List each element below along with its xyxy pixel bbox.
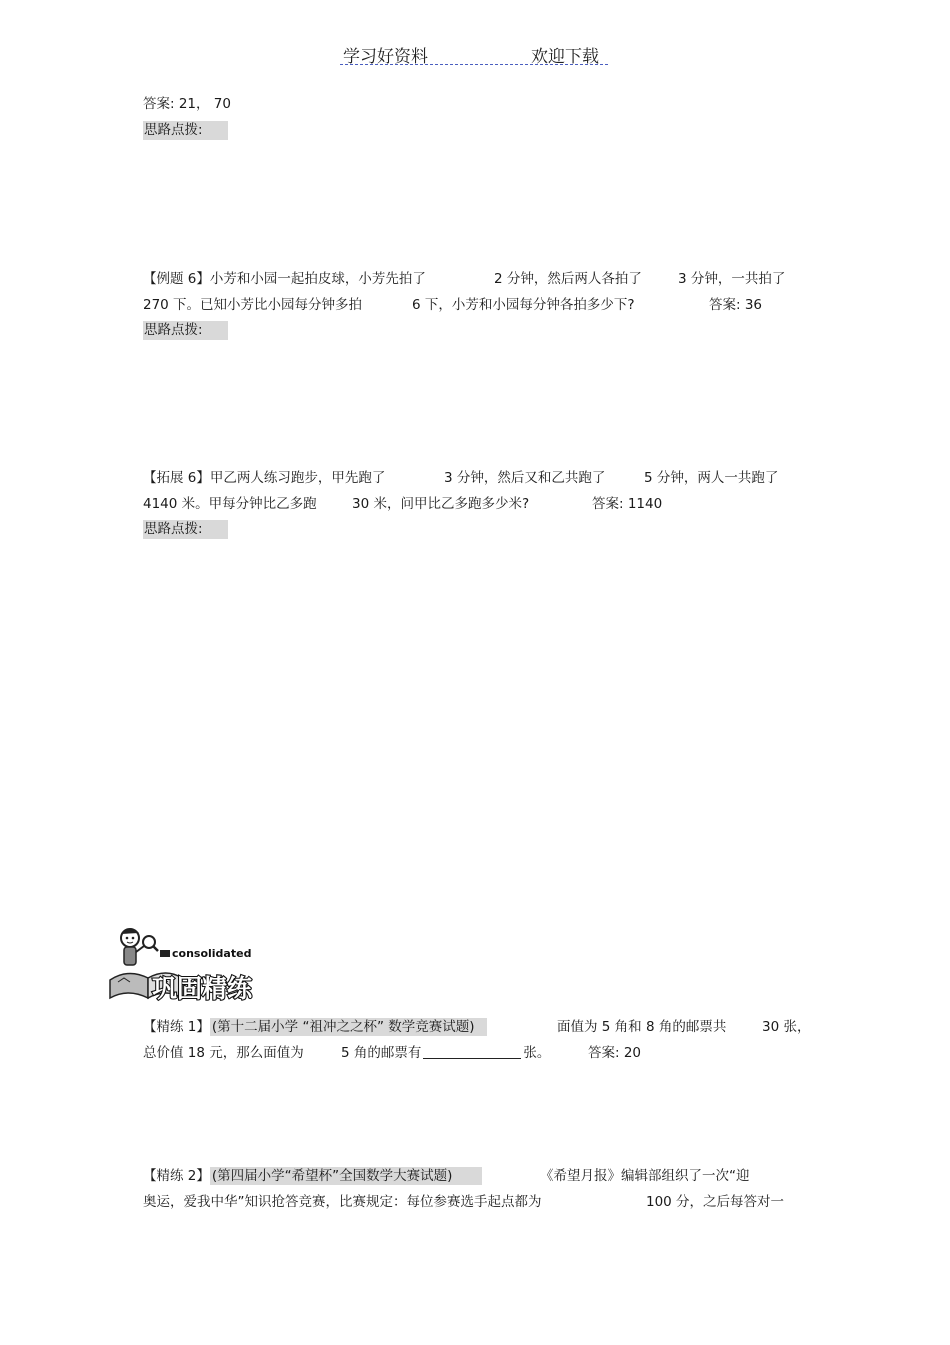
extension-6-text: 30 米，问甲比乙多跑多少米? [352, 496, 530, 512]
practice-2-prefix: 【精练 2】 [143, 1168, 210, 1184]
example-6-text: 6 下，小芳和小园每分钟各拍多少下? [412, 297, 635, 313]
header-right: 欢迎下载 [531, 47, 599, 67]
tip-label: 思路点拨: [143, 321, 228, 340]
practice-1-text: 张。 [523, 1045, 551, 1061]
example-6-text: 270 下。已知小芳比小园每分钟多拍 [143, 297, 363, 313]
practice-1-line-1 [143, 1018, 487, 1036]
practice-2-text: 100 分，之后每答对一 [646, 1194, 785, 1210]
extension-6-text: 3 分钟，然后又和乙共跑了 [444, 470, 606, 486]
logo-title: 巩固精练 [152, 974, 253, 1002]
child-figure-icon [121, 929, 158, 965]
example-6-text: 2 分钟，然后两人各拍了 [494, 271, 642, 287]
practice-1-answer: 答案: 20 [588, 1045, 642, 1061]
practice-1-source: (第十二届小学 “祖冲之之杯” 数学竞赛试题) [210, 1018, 487, 1036]
practice-2-line-1 [143, 1167, 482, 1185]
answer-prev: 答案: 21， 70 [143, 96, 231, 112]
practice-2-source: (第四届小学“希望杯”全国数学大赛试题) [210, 1167, 483, 1185]
tip-label: 思路点拨: [143, 121, 228, 140]
consolidated-logo [108, 920, 278, 1002]
practice-1-text: 5 角的邮票有 [341, 1045, 422, 1061]
practice-1-text: 总价值 18 元，那么面值为 [143, 1045, 304, 1061]
logo-caption: consolidated [172, 947, 252, 960]
answer-blank [423, 1044, 521, 1059]
example-6-answer: 答案: 36 [709, 297, 763, 313]
extension-6-text: 4140 米。甲每分钟比乙多跑 [143, 496, 317, 512]
practice-1-text: 30 张， [762, 1019, 811, 1035]
extension-6-answer: 答案: 1140 [592, 496, 663, 512]
extension-6-text: 5 分钟，两人一共跑了 [644, 470, 779, 486]
header-divider [340, 64, 608, 65]
example-6-text: 3 分钟，一共拍了 [678, 271, 786, 287]
extension-6-text: 【拓展 6】甲乙两人练习跑步，甲先跑了 [143, 470, 386, 486]
practice-1-prefix: 【精练 1】 [143, 1019, 210, 1035]
example-6-text: 【例题 6】小芳和小园一起拍皮球，小芳先拍了 [143, 271, 426, 287]
header-left: 学习好资料 [343, 47, 428, 67]
practice-2-text: 奥运，爱我中华”知识抢答竞赛，比赛规定：每位参赛选手起点都为 [143, 1194, 542, 1210]
practice-2-text: 《希望月报》编辑部组织了一次“迎 [540, 1168, 750, 1184]
practice-1-line-2 [341, 1044, 550, 1062]
tip-label: 思路点拨: [143, 520, 228, 539]
practice-1-text: 面值为 5 角和 8 角的邮票共 [557, 1019, 727, 1035]
